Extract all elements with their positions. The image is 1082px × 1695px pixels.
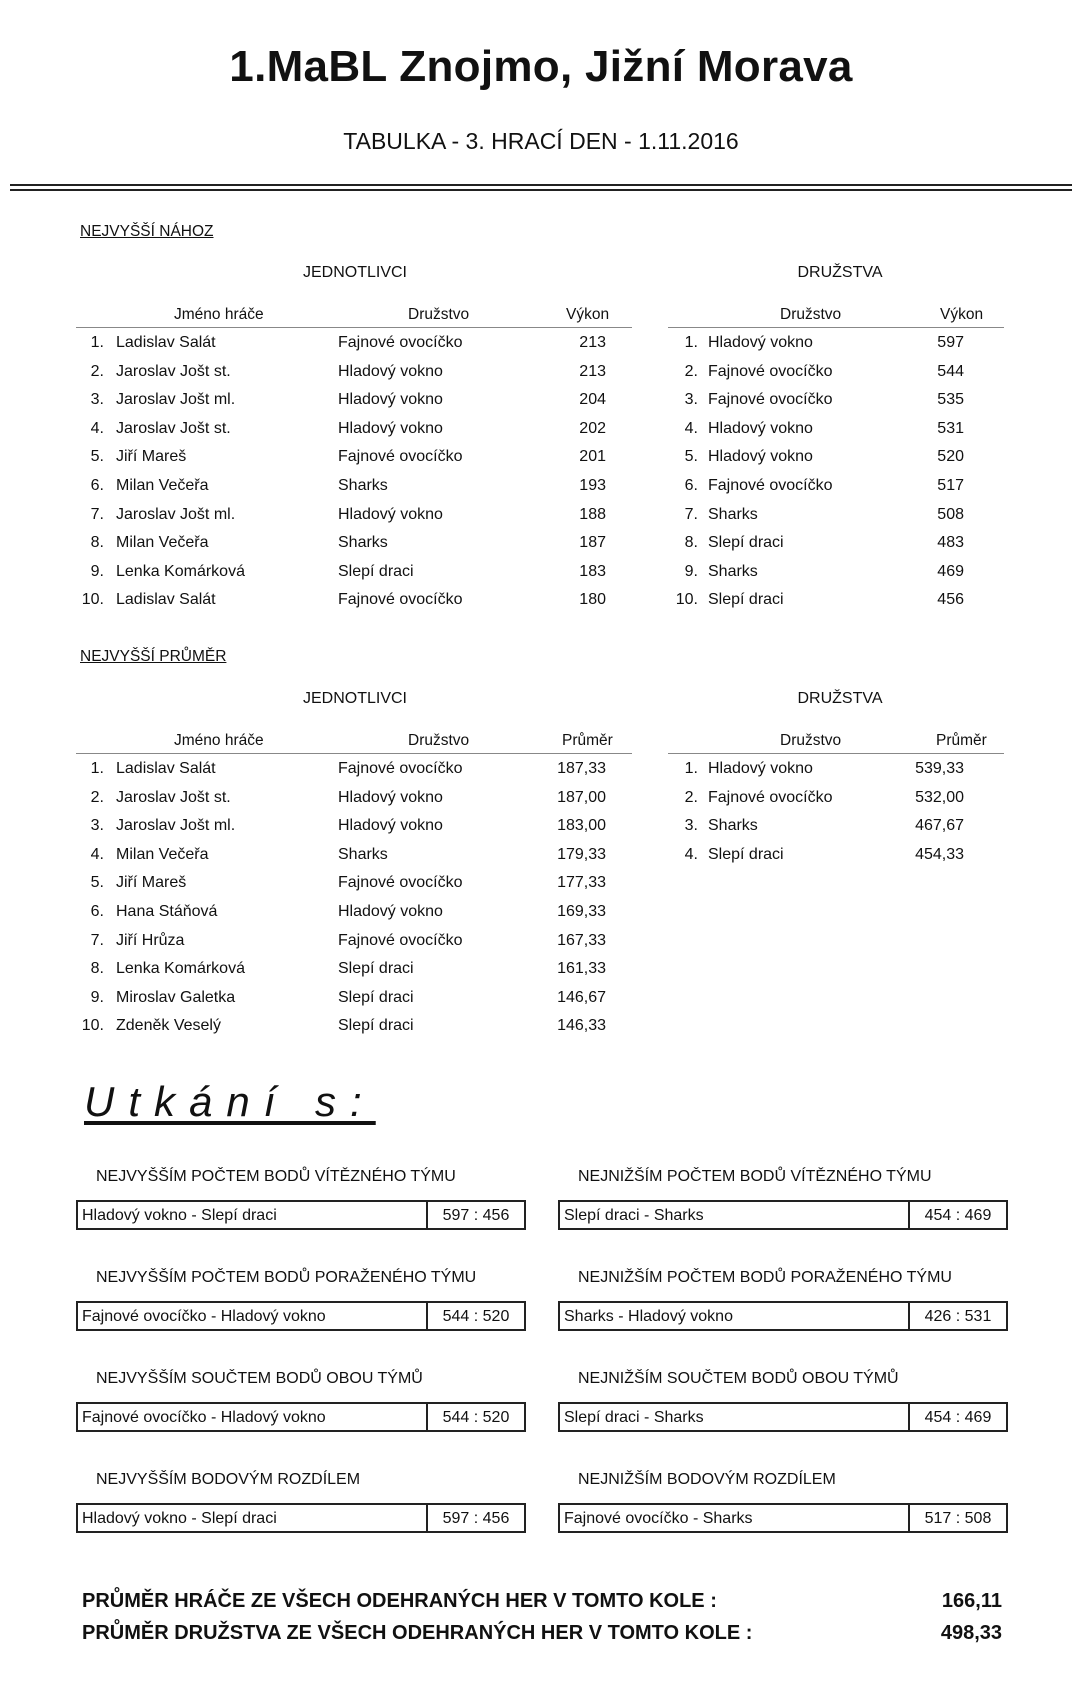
col-player-name: Jméno hráče	[174, 306, 264, 323]
team-cell: Hladový vokno	[708, 334, 813, 351]
rank-cell: 3.	[684, 817, 698, 835]
table-row	[668, 783, 1004, 812]
team-cell: Fajnové ovocíčko	[708, 391, 833, 409]
col-team: Družstvo	[408, 306, 470, 323]
table-row	[76, 585, 632, 614]
match-teams: Fajnové ovocíčko - Hladový vokno	[82, 1308, 326, 1325]
player-name-cell: Jaroslav Jošt ml.	[116, 391, 236, 409]
table-header	[668, 302, 1004, 328]
table-row	[668, 811, 1004, 840]
table-row	[76, 385, 632, 414]
match-teams: Fajnové ovocíčko - Sharks	[564, 1510, 753, 1527]
match-criterion-label: NEJNIŽŠÍM POČTEM BODŮ PORAŽENÉHO TÝMU	[578, 1269, 952, 1286]
match-score: 454 : 469	[908, 1202, 1006, 1228]
rank-cell: 9.	[90, 562, 104, 580]
match-score: 517 : 508	[908, 1505, 1006, 1531]
rank-cell: 9.	[684, 562, 698, 580]
match-score: 426 : 531	[908, 1303, 1006, 1329]
player-name-cell: Lenka Komárková	[116, 562, 245, 580]
table-header	[668, 728, 1004, 754]
table-row	[76, 868, 632, 897]
player-name-cell: Milan Večeřa	[116, 476, 209, 494]
col-value: Výkon	[566, 306, 610, 323]
team-cell: Sharks	[708, 505, 758, 523]
match-criterion-label: NEJNIŽŠÍM SOUČTEM BODŮ OBOU TÝMŮ	[578, 1370, 899, 1387]
value-cell: 180	[579, 591, 606, 609]
rank-cell: 7.	[90, 505, 104, 523]
value-cell: 146,33	[557, 1017, 606, 1035]
rank-cell: 3.	[90, 817, 104, 835]
table-row	[668, 557, 1004, 586]
section-top-average-label: NEJVYŠŠÍ PRŮMĚR	[80, 648, 227, 665]
value-cell: 539,33	[915, 760, 964, 777]
match-score: 597 : 456	[426, 1202, 524, 1228]
player-name-cell: Jiří Hrůza	[116, 931, 185, 949]
rank-cell: 7.	[684, 505, 698, 523]
table-row	[76, 414, 632, 443]
rank-cell: 4.	[90, 845, 104, 863]
player-name-cell: Lenka Komárková	[116, 960, 245, 978]
value-cell: 161,33	[557, 960, 606, 978]
value-cell: 520	[937, 448, 964, 466]
col-team: Družstvo	[408, 732, 470, 749]
value-cell: 202	[579, 419, 606, 437]
table-row	[668, 840, 1004, 869]
value-cell: 469	[937, 562, 964, 580]
match-criterion-label: NEJNIŽŠÍM BODOVÝM ROZDÍLEM	[578, 1471, 836, 1488]
rank-cell: 5.	[90, 448, 104, 466]
team-cell: Hladový vokno	[708, 760, 813, 777]
team-cell: Hladový vokno	[338, 817, 443, 835]
table-header	[76, 728, 632, 754]
match-result-box	[558, 1402, 1008, 1432]
value-cell: 188	[579, 505, 606, 523]
team-cell: Hladový vokno	[708, 448, 813, 466]
value-cell: 456	[937, 591, 964, 609]
col-value: Průměr	[562, 732, 613, 749]
rank-cell: 2.	[684, 362, 698, 380]
player-name-cell: Jaroslav Jošt st.	[116, 362, 231, 380]
rank-cell: 6.	[90, 902, 104, 920]
value-cell: 167,33	[557, 931, 606, 949]
match-teams: Hladový vokno - Slepí draci	[82, 1510, 277, 1527]
header-divider-top	[10, 184, 1072, 186]
match-teams: Fajnové ovocíčko - Hladový vokno	[82, 1409, 326, 1426]
value-cell: 517	[937, 476, 964, 494]
player-name-cell: Milan Večeřa	[116, 534, 209, 552]
player-name-cell: Ladislav Salát	[116, 334, 216, 351]
matches-heading: Utkání s:	[84, 1078, 376, 1125]
table-row	[668, 754, 1004, 783]
value-cell: 146,67	[557, 988, 606, 1006]
rank-cell: 8.	[90, 960, 104, 978]
team-cell: Fajnové ovocíčko	[338, 334, 463, 351]
team-cell: Hladový vokno	[338, 788, 443, 806]
header-divider-bottom	[10, 189, 1072, 191]
rank-cell: 1.	[90, 334, 104, 351]
value-cell: 535	[937, 391, 964, 409]
rank-cell: 7.	[90, 931, 104, 949]
match-teams: Hladový vokno - Slepí draci	[82, 1207, 277, 1224]
match-score: 544 : 520	[426, 1303, 524, 1329]
top-average-teams-heading: DRUŽSTVA	[797, 690, 883, 707]
col-team: Družstvo	[780, 306, 842, 323]
team-cell: Slepí draci	[708, 845, 784, 863]
summary-player-value: 166,11	[941, 1590, 1002, 1612]
team-cell: Hladový vokno	[338, 362, 443, 380]
value-cell: 531	[937, 419, 964, 437]
team-cell: Fajnové ovocíčko	[708, 476, 833, 494]
value-cell: 169,33	[557, 902, 606, 920]
rank-cell: 3.	[90, 391, 104, 409]
table-row	[76, 926, 632, 955]
match-result-box	[558, 1301, 1008, 1331]
table-row	[668, 414, 1004, 443]
match-teams: Slepí draci - Sharks	[564, 1409, 704, 1426]
team-cell: Fajnové ovocíčko	[338, 448, 463, 466]
page-title: 1.MaBL Znojmo, Jižní Morava	[229, 42, 853, 91]
summary-team-row	[82, 1622, 1002, 1645]
team-cell: Hladový vokno	[338, 902, 443, 920]
summary-team-value: 498,33	[940, 1622, 1002, 1644]
summary-player-label: PRŮMĚR HRÁČE ZE VŠECH ODEHRANÝCH HER V TOMTO KOLE :	[82, 1590, 717, 1612]
rank-cell: 5.	[90, 874, 104, 892]
top-throw-individuals-heading: JEDNOTLIVCI	[302, 264, 407, 281]
rank-cell: 3.	[684, 391, 698, 409]
match-criterion-label: NEJVYŠŠÍM POČTEM BODŮ VÍTĚZNÉHO TÝMU	[96, 1168, 456, 1185]
value-cell: 193	[579, 476, 606, 494]
team-cell: Fajnové ovocíčko	[338, 874, 463, 892]
match-result-box	[76, 1301, 526, 1331]
player-name-cell: Hana Stáňová	[116, 902, 218, 920]
rank-cell: 9.	[90, 988, 104, 1006]
table-header	[76, 302, 632, 328]
match-score: 544 : 520	[426, 1404, 524, 1430]
team-cell: Slepí draci	[708, 591, 784, 609]
rank-cell: 5.	[684, 448, 698, 466]
team-cell: Slepí draci	[708, 534, 784, 552]
rank-cell: 1.	[90, 760, 104, 777]
team-cell: Sharks	[708, 562, 758, 580]
rank-cell: 10.	[81, 591, 104, 609]
match-result-box	[76, 1200, 526, 1230]
table-row	[668, 500, 1004, 529]
player-name-cell: Milan Večeřa	[116, 845, 209, 863]
rank-cell: 6.	[684, 476, 698, 494]
table-row	[668, 471, 1004, 500]
team-cell: Sharks	[338, 534, 388, 552]
value-cell: 483	[937, 534, 964, 552]
team-cell: Fajnové ovocíčko	[338, 931, 463, 949]
rank-cell: 4.	[90, 419, 104, 437]
rank-cell: 2.	[90, 788, 104, 806]
match-result-box	[558, 1503, 1008, 1533]
table-row	[76, 811, 632, 840]
value-cell: 467,67	[915, 817, 964, 835]
team-cell: Fajnové ovocíčko	[338, 591, 463, 609]
match-result-box	[76, 1503, 526, 1533]
rank-cell: 10.	[81, 1017, 104, 1035]
team-cell: Fajnové ovocíčko	[708, 362, 833, 380]
rank-cell: 8.	[684, 534, 698, 552]
table-row	[76, 500, 632, 529]
table-row	[76, 954, 632, 983]
team-cell: Slepí draci	[338, 1017, 414, 1035]
rank-cell: 8.	[90, 534, 104, 552]
team-cell: Sharks	[338, 845, 388, 863]
rank-cell: 1.	[684, 760, 698, 777]
match-result-box	[76, 1402, 526, 1432]
value-cell: 532,00	[915, 788, 964, 806]
table-row	[668, 357, 1004, 386]
team-cell: Hladový vokno	[338, 391, 443, 409]
col-value: Výkon	[940, 306, 984, 323]
table-row	[76, 1011, 632, 1040]
table-row	[668, 442, 1004, 471]
rank-cell: 6.	[90, 476, 104, 494]
match-criterion-label: NEJVYŠŠÍM POČTEM BODŮ PORAŽENÉHO TÝMU	[96, 1269, 477, 1286]
rank-cell: 1.	[684, 334, 698, 351]
col-value: Průměr	[936, 732, 987, 749]
value-cell: 179,33	[557, 845, 606, 863]
player-name-cell: Jaroslav Jošt st.	[116, 788, 231, 806]
match-result-box	[558, 1200, 1008, 1230]
table-row	[76, 754, 632, 783]
match-teams: Sharks - Hladový vokno	[564, 1308, 733, 1325]
value-cell: 204	[579, 391, 606, 409]
page-subtitle: TABULKA - 3. HRACÍ DEN - 1.11.2016	[343, 128, 739, 154]
table-row	[76, 897, 632, 926]
table-row	[668, 585, 1004, 614]
match-criterion-label: NEJVYŠŠÍM BODOVÝM ROZDÍLEM	[96, 1471, 361, 1488]
team-cell: Hladový vokno	[338, 419, 443, 437]
value-cell: 187,33	[557, 760, 606, 777]
table-row	[76, 328, 632, 357]
value-cell: 183,00	[557, 817, 606, 835]
player-name-cell: Ladislav Salát	[116, 591, 216, 609]
value-cell: 508	[937, 505, 964, 523]
rank-cell: 2.	[90, 362, 104, 380]
table-row	[76, 983, 632, 1012]
match-criterion-label: NEJNIŽŠÍM POČTEM BODŮ VÍTĚZNÉHO TÝMU	[578, 1168, 932, 1185]
top-throw-individuals-table	[76, 302, 632, 614]
team-cell: Fajnové ovocíčko	[708, 788, 833, 806]
summary-team-label: PRŮMĚR DRUŽSTVA ZE VŠECH ODEHRANÝCH HER V TOMTO KOLE :	[82, 1622, 753, 1644]
top-average-teams-table	[668, 728, 1004, 868]
top-average-individuals-heading: JEDNOTLIVCI	[302, 690, 407, 707]
table-row	[76, 557, 632, 586]
table-row	[76, 840, 632, 869]
match-score: 597 : 456	[426, 1505, 524, 1531]
value-cell: 213	[579, 362, 606, 380]
player-name-cell: Jaroslav Jošt st.	[116, 419, 231, 437]
value-cell: 544	[937, 362, 964, 380]
team-cell: Sharks	[708, 817, 758, 835]
table-row	[76, 471, 632, 500]
value-cell: 187,00	[557, 788, 606, 806]
match-teams: Slepí draci - Sharks	[564, 1207, 704, 1224]
team-cell: Hladový vokno	[708, 419, 813, 437]
rank-cell: 4.	[684, 419, 698, 437]
rank-cell: 2.	[684, 788, 698, 806]
top-average-individuals-table	[76, 728, 632, 1040]
value-cell: 183	[579, 562, 606, 580]
team-cell: Slepí draci	[338, 960, 414, 978]
table-row	[668, 328, 1004, 357]
top-throw-teams-heading: DRUŽSTVA	[797, 264, 883, 281]
player-name-cell: Miroslav Galetka	[116, 988, 236, 1006]
player-name-cell: Jiří Mareš	[116, 874, 187, 892]
col-player-name: Jméno hráče	[174, 732, 264, 749]
value-cell: 187	[579, 534, 606, 552]
value-cell: 177,33	[557, 874, 606, 892]
player-name-cell: Ladislav Salát	[116, 760, 216, 777]
table-row	[76, 783, 632, 812]
team-cell: Hladový vokno	[338, 505, 443, 523]
summary-player-row	[82, 1590, 1002, 1613]
table-row	[76, 442, 632, 471]
team-cell: Slepí draci	[338, 988, 414, 1006]
player-name-cell: Jiří Mareš	[116, 448, 187, 466]
col-team: Družstvo	[780, 732, 842, 749]
value-cell: 201	[579, 448, 606, 466]
value-cell: 597	[937, 334, 964, 351]
team-cell: Slepí draci	[338, 562, 414, 580]
value-cell: 454,33	[915, 845, 964, 863]
rank-cell: 10.	[675, 591, 698, 609]
top-throw-teams-table	[668, 302, 1004, 614]
team-cell: Fajnové ovocíčko	[338, 760, 463, 777]
table-row	[668, 528, 1004, 557]
player-name-cell: Jaroslav Jošt ml.	[116, 505, 236, 523]
table-row	[76, 357, 632, 386]
table-row	[76, 528, 632, 557]
team-cell: Sharks	[338, 476, 388, 494]
player-name-cell: Jaroslav Jošt ml.	[116, 817, 236, 835]
rank-cell: 4.	[684, 845, 698, 863]
table-row	[668, 385, 1004, 414]
player-name-cell: Zdeněk Veselý	[116, 1017, 221, 1035]
section-top-throw-label: NEJVYŠŠÍ NÁHOZ	[80, 223, 214, 240]
match-score: 454 : 469	[908, 1404, 1006, 1430]
match-criterion-label: NEJVYŠŠÍM SOUČTEM BODŮ OBOU TÝMŮ	[96, 1370, 423, 1387]
value-cell: 213	[579, 334, 606, 351]
